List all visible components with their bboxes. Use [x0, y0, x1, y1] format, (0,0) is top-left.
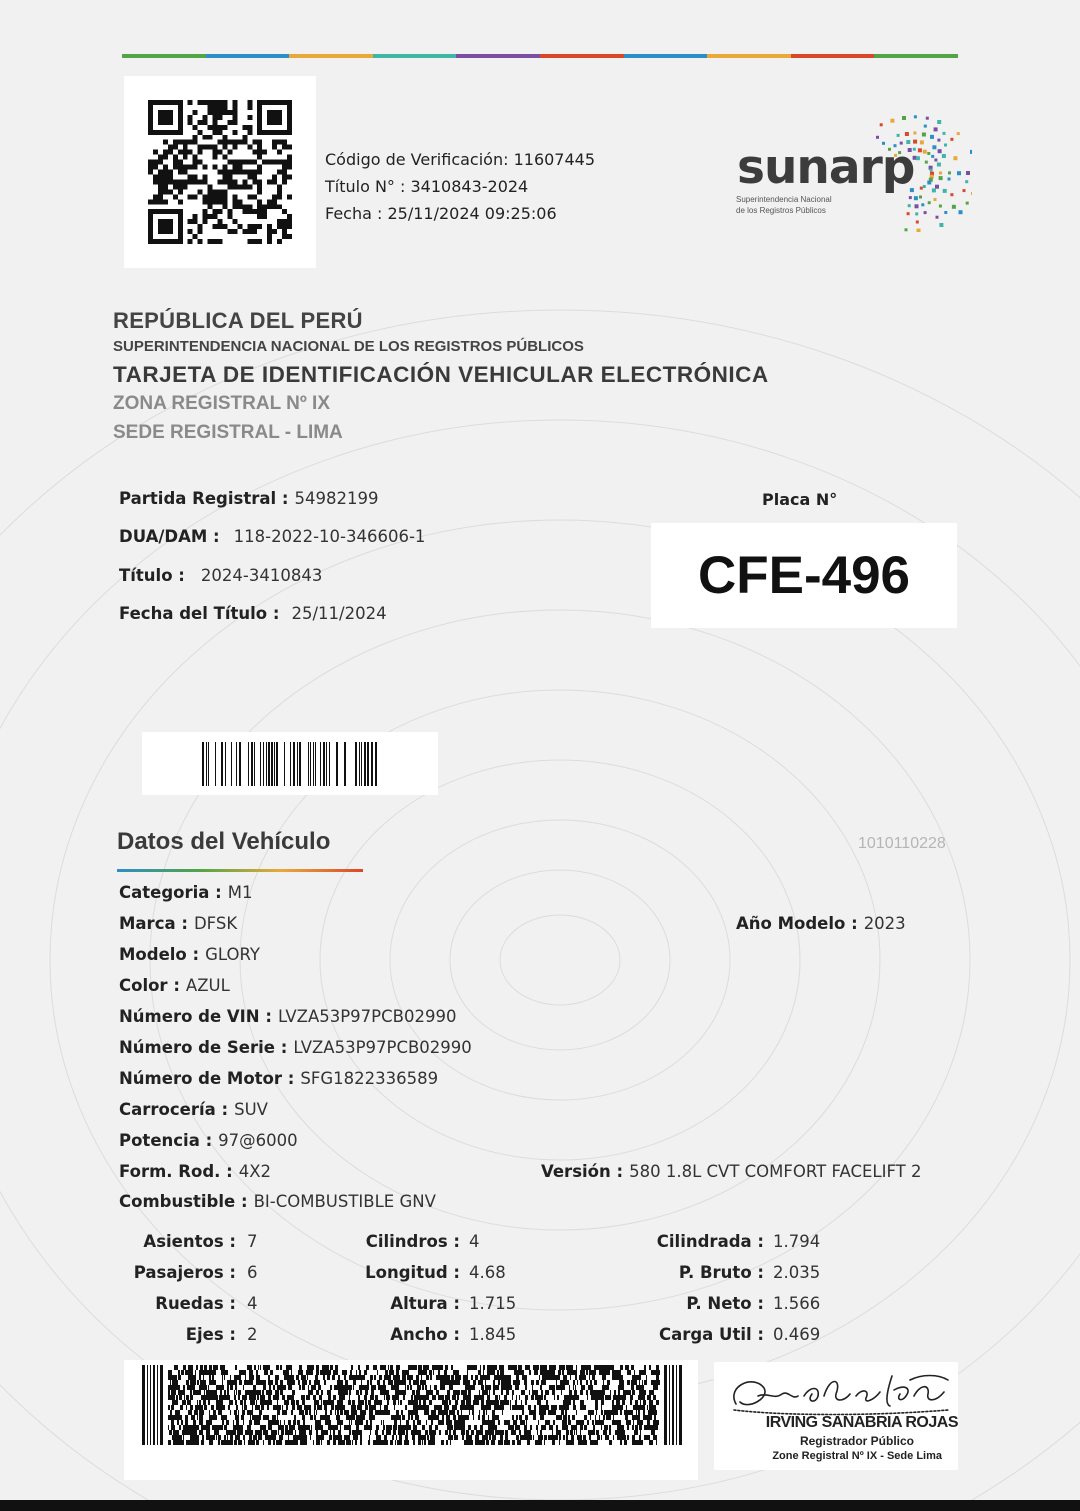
signature-scribble	[724, 1366, 954, 1418]
ancho-value: 1.845	[469, 1325, 517, 1344]
zone-heading: ZONA REGISTRAL Nº IX	[113, 393, 331, 414]
fecha-titulo-row	[119, 604, 387, 624]
barcode-small-graphic	[202, 742, 382, 786]
logo-subtitle-line2: de los Registros Públicos	[736, 206, 826, 215]
cilindros-value: 4	[469, 1232, 480, 1251]
ruedas-label: Ruedas :	[155, 1294, 236, 1313]
plate-box	[651, 523, 957, 628]
cilindrada-value: 1.794	[773, 1232, 821, 1251]
serie-row	[119, 1038, 472, 1058]
registrar-zone: Zone Registral Nº IX - Sede Lima	[772, 1450, 942, 1462]
stripe-segment	[289, 54, 373, 58]
longitud-value: 4.68	[469, 1263, 506, 1282]
republic-heading: REPÚBLICA DEL PERÚ	[113, 308, 363, 333]
fecha-titulo-label: Fecha del Título :	[119, 604, 280, 623]
registrar-name: IRVING SANABRIA ROJAS	[765, 1414, 958, 1431]
logo-wordmark: sunarp	[737, 140, 915, 195]
stripe-segment	[373, 54, 457, 58]
version-label: Versión :	[541, 1162, 624, 1181]
section-underline	[117, 869, 363, 872]
altura-value: 1.715	[469, 1294, 517, 1313]
serie-value: LVZA53P97PCB02990	[293, 1038, 472, 1057]
verification-title-number: Título N° : 3410843-2024	[325, 177, 529, 196]
carroceria-value: SUV	[234, 1100, 268, 1119]
potencia-label: Potencia :	[119, 1131, 213, 1150]
marca-label: Marca :	[119, 914, 188, 933]
pasajeros-label: Pasajeros :	[133, 1263, 236, 1282]
pbruto-label: P. Bruto :	[678, 1263, 764, 1282]
stripe-segment	[874, 54, 958, 58]
formrod-label: Form. Rod. :	[119, 1162, 233, 1181]
color-row	[119, 976, 230, 996]
logo-subtitle	[736, 194, 832, 216]
carroceria-label: Carrocería :	[119, 1100, 229, 1119]
ruedas-value: 4	[247, 1294, 258, 1313]
signature-block	[714, 1362, 958, 1470]
motor-row	[119, 1069, 438, 1089]
ejes-label: Ejes :	[185, 1325, 236, 1344]
vin-value: LVZA53P97PCB02990	[277, 1007, 457, 1026]
cilindrada-label: Cilindrada :	[656, 1232, 764, 1251]
dua-label: DUA/DAM :	[119, 527, 220, 546]
pasajeros-value: 6	[247, 1263, 258, 1282]
bottom-edge-bar	[0, 1500, 1080, 1511]
cilindros-label: Cilindros :	[365, 1232, 460, 1251]
seat-heading: SEDE REGISTRAL - LIMA	[113, 422, 343, 443]
anio-row	[736, 914, 906, 934]
agency-heading: SUPERINTENDENCIA NACIONAL DE LOS REGISTROS PÚBLICOS	[113, 338, 584, 355]
asientos-value: 7	[247, 1232, 258, 1251]
fecha-titulo-value: 25/11/2024	[291, 604, 387, 623]
formrod-value: 4X2	[238, 1162, 272, 1181]
ejes-value: 2	[247, 1325, 258, 1344]
anio-label: Año Modelo :	[736, 914, 858, 933]
qr-code-graphic	[148, 100, 292, 244]
document-serial: 1010110228	[858, 835, 946, 852]
marca-value: DFSK	[193, 914, 238, 933]
carroceria-row	[119, 1100, 268, 1120]
pneto-label: P. Neto :	[686, 1294, 764, 1313]
pneto-value: 1.566	[773, 1294, 821, 1313]
stripe-segment	[707, 54, 791, 58]
partida-label: Partida Registral :	[119, 489, 289, 508]
pbruto-value: 2.035	[773, 1263, 821, 1282]
combustible-value: BI-COMBUSTIBLE GNV	[253, 1192, 436, 1211]
stripe-segment	[206, 54, 290, 58]
modelo-row	[119, 945, 260, 965]
combustible-label: Combustible :	[119, 1192, 248, 1211]
stripe-segment	[540, 54, 624, 58]
stripe-segment	[791, 54, 875, 58]
barcode-pdf417-graphic	[142, 1365, 682, 1445]
anio-value: 2023	[863, 914, 906, 933]
barcode-pdf417	[124, 1360, 698, 1480]
qr-code	[124, 76, 316, 268]
asientos-label: Asientos :	[143, 1232, 236, 1251]
stripe-segment	[122, 54, 206, 58]
version-row	[541, 1162, 921, 1182]
barcode-small	[142, 732, 438, 795]
motor-label: Número de Motor :	[119, 1069, 295, 1088]
partida-row	[119, 489, 378, 509]
titulo-label: Título :	[119, 566, 185, 585]
categoria-row	[119, 883, 252, 903]
modelo-value: GLORY	[205, 945, 260, 964]
plate-label: Placa N°	[762, 490, 838, 509]
registrar-role: Registrador Público	[799, 1434, 914, 1448]
motor-value: SFG1822336589	[300, 1069, 439, 1088]
categoria-value: M1	[227, 883, 253, 902]
vehicle-section-title: Datos del Vehículo	[117, 828, 331, 855]
carga-label: Carga Util :	[658, 1325, 764, 1344]
ancho-label: Ancho :	[390, 1325, 460, 1344]
categoria-label: Categoria :	[119, 883, 222, 902]
potencia-row	[119, 1131, 298, 1151]
sunarp-logo	[732, 96, 972, 232]
verification-code: Código de Verificación: 11607445	[325, 150, 596, 169]
card-title: TARJETA DE IDENTIFICACIÓN VEHICULAR ELECTRÓNICA	[113, 362, 769, 387]
color-value: AZUL	[185, 976, 230, 995]
color-stripe	[122, 54, 958, 58]
altura-label: Altura :	[390, 1294, 460, 1313]
verification-block	[325, 146, 595, 227]
stripe-segment	[456, 54, 540, 58]
formrod-row	[119, 1162, 271, 1182]
longitud-label: Longitud :	[365, 1263, 460, 1282]
color-label: Color :	[119, 976, 180, 995]
titulo-row	[119, 566, 322, 586]
dua-value: 118-2022-10-346606-1	[233, 527, 426, 546]
modelo-label: Modelo :	[119, 945, 200, 964]
stripe-segment	[624, 54, 708, 58]
logo-subtitle-line1: Superintendencia Nacional	[736, 195, 832, 204]
combustible-row	[119, 1192, 436, 1212]
partida-value: 54982199	[294, 489, 379, 508]
vin-label: Número de VIN :	[119, 1007, 272, 1026]
marca-row	[119, 914, 237, 934]
dua-row	[119, 527, 425, 547]
carga-value: 0.469	[773, 1325, 821, 1344]
plate-number: CFE-496	[697, 546, 911, 605]
serie-label: Número de Serie :	[119, 1038, 288, 1057]
titulo-value: 2024-3410843	[200, 566, 323, 585]
version-value: 580 1.8L CVT COMFORT FACELIFT 2	[629, 1162, 922, 1181]
potencia-value: 97@6000	[218, 1131, 298, 1150]
vin-row	[119, 1007, 456, 1027]
verification-date: Fecha : 25/11/2024 09:25:06	[325, 204, 557, 223]
